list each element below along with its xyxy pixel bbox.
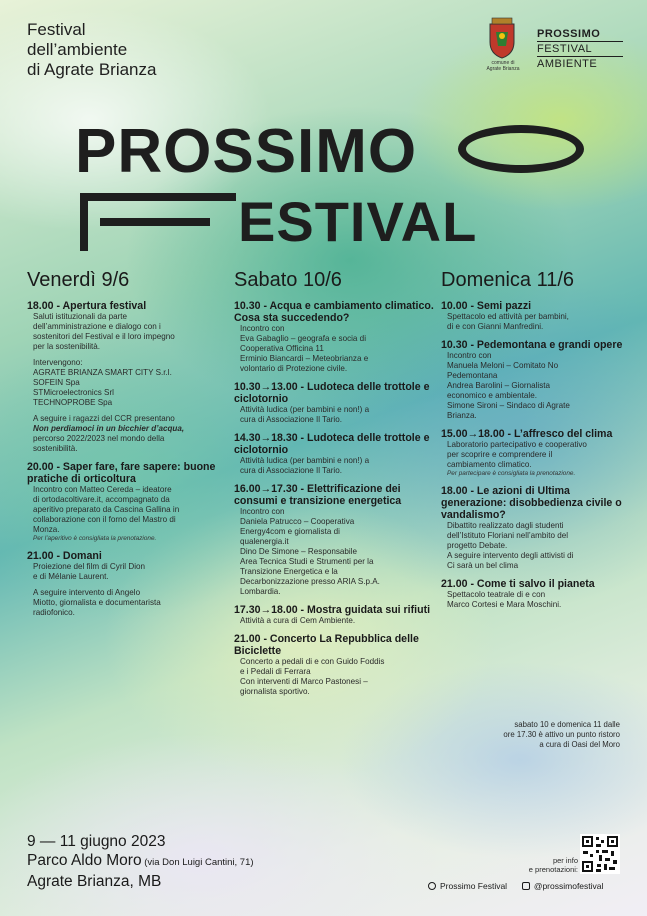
event-line: Area Tecnica Studi e Strumenti per la: [240, 557, 374, 566]
event-line: volontario di Protezione civile.: [240, 364, 348, 373]
event-title: 15.00→18.00 - L’affresco del clima: [441, 428, 613, 440]
social-links: [428, 880, 603, 891]
event-line: aperitivo preparato da Cascina Gallina in: [33, 505, 180, 514]
event-line: Attività ludica (per bambini e non!) a: [240, 405, 370, 414]
instagram-icon[interactable]: [522, 882, 530, 890]
place-name: Parco Aldo Moro: [27, 852, 142, 869]
event-item: [234, 381, 434, 425]
event-item: [441, 485, 626, 571]
event-line: collaborazione con il forno del Mastro di: [33, 515, 176, 524]
event-line: A seguire intervento degli attivisti di: [447, 551, 574, 560]
food-note-line: sabato 10 e domenica 11 dalle: [514, 720, 620, 729]
event-line: cura di Associazione Il Tario.: [240, 466, 342, 475]
event-title: 14.30→18.30 - Ludoteca delle trottole e ciclotornio: [234, 432, 430, 456]
main-title-line-2: ESTIVAL: [238, 190, 478, 253]
event-place: [27, 851, 254, 872]
event-line: Attività a cura di Cem Ambiente.: [240, 616, 356, 625]
festival-logo: [537, 28, 623, 70]
event-line: cambiamento climatico.: [447, 460, 532, 469]
event-line: economico e ambientale.: [447, 391, 537, 400]
event-line: Monza.: [33, 525, 60, 534]
event-line: Miotto, giornalista e documentarista: [33, 598, 161, 607]
event-item: [27, 461, 225, 543]
day-heading: Sabato 10/6: [234, 269, 342, 291]
event-town: Agrate Brianza, MB: [27, 873, 162, 890]
event-line: Brianza.: [447, 411, 477, 420]
logo-rule: [537, 56, 623, 57]
event-line: Incontro con Matteo Cereda – ideatore: [33, 485, 172, 494]
event-line: qualenergia.it: [240, 537, 289, 546]
event-item: [441, 428, 626, 478]
event-line: AGRATE BRIANZA SMART CITY S.r.l.: [33, 368, 172, 377]
event-line: percorso 2022/2023 nel mondo della: [33, 434, 165, 443]
event-line: giornalista sportivo.: [240, 687, 310, 696]
event-title: 20.00 - Saper fare, fare sapere: buone pratiche di orticoltura: [27, 461, 216, 485]
municipal-crest-icon: [484, 16, 520, 60]
event-line: radiofonico.: [33, 608, 75, 617]
facebook-handle[interactable]: Prossimo Festival: [440, 880, 508, 891]
crest-caption-line: Agrate Brianza: [486, 66, 520, 72]
instagram-handle[interactable]: @prossimofestival: [533, 880, 604, 891]
logo-rule: [537, 41, 623, 42]
event-title: 10.30→13.00 - Ludoteca delle trottole e ciclotornio: [234, 381, 430, 405]
event-title: 17.30→18.00 - Mostra guidata sui rifiuti: [234, 604, 431, 616]
event-line: Eva Gabaglio – geografa e socia di: [240, 334, 366, 343]
event-line: e di Mélanie Laurent.: [33, 572, 109, 581]
event-note: Per partecipare è consigliata la prenotazione.: [447, 470, 576, 477]
event-line: Ci sarà un bel clima: [447, 561, 519, 570]
event-item: [441, 300, 626, 332]
food-note-line: ore 17.30 è attivo un punto ristoro: [503, 730, 620, 739]
event-line: Incontro con: [240, 324, 285, 333]
event-title: 18.00 - Apertura festival: [27, 300, 147, 312]
event-line: Pedemontana: [447, 371, 498, 380]
event-line: Attività ludica (per bambini e non!) a: [240, 456, 370, 465]
main-title-line-1: PROSSIMO: [75, 117, 418, 186]
event-note: Per l’aperitivo è consigliata la prenotazione.: [33, 535, 157, 542]
event-item: [27, 550, 225, 618]
logo-line-2: FESTIVAL: [537, 43, 593, 55]
event-line: sostenitori del Festival e il loro impegno: [33, 332, 175, 341]
subtitle-line: Festival: [27, 20, 86, 39]
festival-subtitle: [27, 20, 156, 80]
event-line: Incontro con: [447, 351, 492, 360]
event-line: Concerto a pedali di e con Guido Foddis: [240, 657, 385, 666]
event-line: Erminio Biancardi – Meteobrianza e: [240, 354, 369, 363]
event-line: Marco Cortesi e Mara Moschini.: [447, 600, 562, 609]
event-line: Decarbonizzazione presso ARIA S.p.A.: [240, 577, 380, 586]
event-line: progetto Debate.: [447, 541, 508, 550]
facebook-icon[interactable]: [428, 882, 436, 890]
event-title: 18.00 - Le azioni di Ultima generazione: disobbedienza civile o vandalismo?: [441, 485, 622, 521]
event-line: Energy4com e giornalista di: [240, 527, 340, 536]
event-title: 10.00 - Semi pazzi: [441, 300, 532, 312]
event-line: Daniela Patrucco – Cooperativa: [240, 517, 355, 526]
food-note-line: a cura di Oasi del Moro: [539, 740, 620, 749]
event-line: Transizione Energetica e la: [240, 567, 338, 576]
event-line: Incontro con: [240, 507, 285, 516]
event-line: sostenibilità.: [33, 444, 78, 453]
event-line: Dibattito realizzato dagli studenti: [447, 521, 564, 530]
event-line: Con interventi di Marco Pastonesi –: [240, 677, 368, 686]
subtitle-line: di Agrate Brianza: [27, 60, 157, 79]
food-point-note: [470, 720, 620, 750]
event-line: A seguire intervento di Angelo: [33, 588, 141, 597]
subtitle-line: dell’ambiente: [27, 40, 128, 59]
event-line: di e con Gianni Manfredini.: [447, 322, 544, 331]
info-line: e prenotazioni:: [528, 865, 578, 874]
event-line: per scoprire e comprendere il: [447, 450, 553, 459]
event-line: Andrea Barolini – Giornalista: [447, 381, 551, 390]
event-line: e i Pedali di Ferrara: [240, 667, 311, 676]
event-line: cura di Associazione Il Tario.: [240, 415, 342, 424]
event-line: di ortodacoltivare.it, accompagnato da: [33, 495, 170, 504]
event-dates: 9 — 11 giugno 2023: [27, 833, 166, 850]
event-line: per la sostenibilità.: [33, 342, 101, 351]
event-line: Cooperativa Officina 11: [240, 344, 324, 353]
event-title: 16.00→17.30 - Elettrificazione dei consumi e transizione energetica: [234, 483, 402, 507]
crest-caption: [474, 60, 532, 72]
info-line: per info: [552, 856, 578, 865]
event-line: Spettacolo teatrale di e con: [447, 590, 546, 599]
event-line: Saluti istituzionali da parte: [33, 312, 128, 321]
event-item: [234, 604, 434, 626]
event-title: 21.00 - Domani: [27, 550, 102, 562]
event-line: Manuela Meloni – Comitato No: [447, 361, 559, 370]
event-item: [234, 633, 434, 697]
event-line: Simone Sironi – Sindaco di Agrate: [447, 401, 570, 410]
crest-caption-line: comune di: [491, 60, 515, 66]
event-title: 10.30 - Acqua e cambiamento climatico. Cosa sta succedendo?: [234, 300, 434, 324]
event-item: [441, 578, 626, 610]
event-line: A seguire i ragazzi del CCR presentano: [33, 414, 175, 423]
title-f-shape: [80, 193, 236, 251]
event-line: STMicroelectronics Srl: [33, 388, 114, 397]
event-line: Proiezione del film di Cyril Dion: [33, 562, 146, 571]
event-line: Spettacolo ed attività per bambini,: [447, 312, 569, 321]
qr-code-icon[interactable]: [580, 834, 620, 874]
logo-line-1: PROSSIMO: [537, 28, 601, 40]
event-line: TECHNOPROBE Spa: [33, 398, 113, 407]
event-item: [234, 483, 434, 597]
day-heading: Domenica 11/6: [441, 269, 575, 291]
logo-line-3: AMBIENTE: [537, 58, 598, 70]
event-title: 10.30 - Pedemontana e grandi opere: [441, 339, 623, 351]
event-line: dell’amministrazione e dialogo con i: [33, 322, 161, 331]
day-heading: Venerdì 9/6: [27, 269, 130, 291]
event-line: dell’Istituto Floriani nell’ambito del: [447, 531, 569, 540]
event-line: Lombardia.: [240, 587, 281, 596]
day-column-friday: [27, 268, 225, 625]
title-o-shape: [458, 125, 584, 173]
event-item: [234, 432, 434, 476]
day-column-saturday: [234, 268, 434, 704]
event-title: 21.00 - Come ti salvo il pianeta: [441, 578, 595, 590]
event-line: Laboratorio partecipativo e cooperativo: [447, 440, 587, 449]
event-line: Intervengono:: [33, 358, 83, 367]
event-item: [234, 300, 434, 374]
info-label: [528, 856, 578, 874]
event-line: Non perdiamoci in un bicchier d’acqua,: [33, 424, 185, 433]
event-item: [27, 300, 225, 454]
event-line: SOFEIN Spa: [33, 378, 80, 387]
event-item: [441, 339, 626, 421]
place-address: (via Don Luigi Cantini, 71): [141, 857, 254, 868]
day-column-sunday: [441, 268, 626, 617]
event-title: 21.00 - Concerto La Repubblica delle Biciclette: [234, 633, 419, 657]
event-dates-location: [27, 832, 254, 891]
event-line: Dino De Simone – Responsabile: [240, 547, 357, 556]
